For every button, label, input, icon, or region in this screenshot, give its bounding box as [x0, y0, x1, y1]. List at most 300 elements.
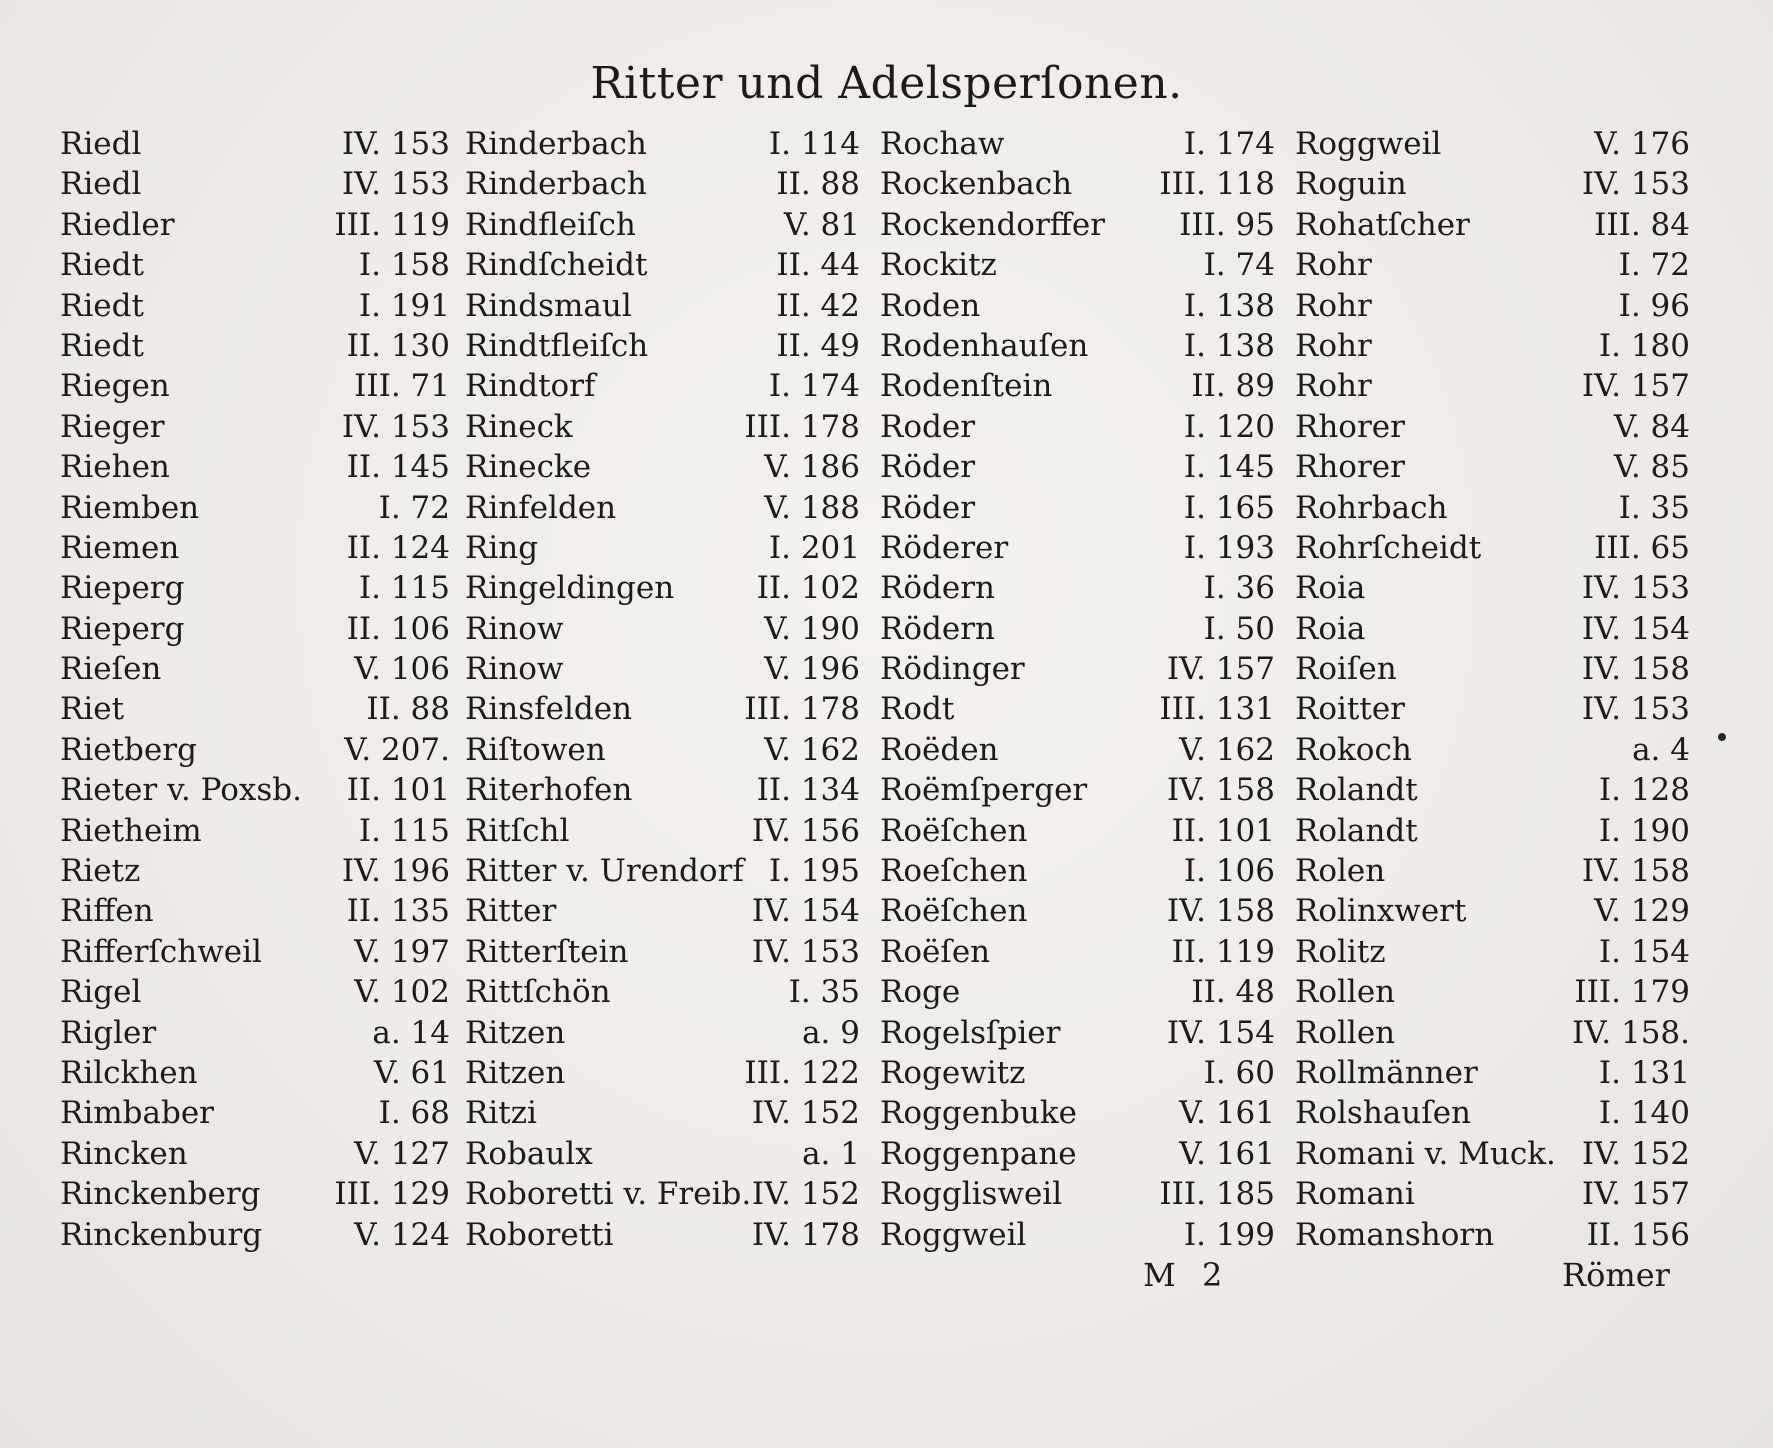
- register-column-1: [60, 124, 450, 1255]
- entry-reference: III. 71: [354, 368, 450, 405]
- entry-reference: IV. 178: [751, 1216, 860, 1253]
- register-entry: [1295, 1174, 1690, 1214]
- entry-reference: III. 119: [334, 206, 450, 243]
- entry-reference: III. 65: [1594, 529, 1690, 566]
- register-entry: [1295, 205, 1690, 245]
- entry-name: Rindſcheidt: [465, 247, 648, 284]
- entry-reference: V. 129: [1594, 893, 1690, 930]
- entry-reference: I. 115: [358, 812, 450, 849]
- entry-reference: V. 188: [764, 489, 860, 526]
- register-entry: [1295, 770, 1690, 810]
- register-entry: [60, 205, 450, 245]
- register-entry: [1295, 891, 1690, 931]
- entry-reference: V. 186: [764, 449, 860, 486]
- register-entry: [60, 851, 450, 891]
- register-entry: [60, 1053, 450, 1093]
- entry-name: Riffen: [60, 893, 154, 930]
- register-entry: [60, 447, 450, 487]
- entry-reference: IV. 157: [1581, 368, 1690, 405]
- entry-reference: II. 130: [346, 327, 450, 364]
- register-entry: [1295, 488, 1690, 528]
- entry-name: Ritſchl: [465, 812, 570, 849]
- register-entry: [465, 1053, 860, 1093]
- entry-reference: I. 190: [1598, 812, 1690, 849]
- register-entry: [60, 770, 450, 810]
- entry-name: Roden: [880, 287, 981, 324]
- entry-reference: I. 195: [768, 853, 860, 890]
- register-entry: [60, 932, 450, 972]
- entry-reference: IV. 158: [1166, 893, 1275, 930]
- register-entry: [1295, 366, 1690, 406]
- register-entry: [1295, 286, 1690, 326]
- entry-name: Rolen: [1295, 853, 1386, 890]
- entry-name: Riemen: [60, 529, 180, 566]
- entry-name: Riet: [60, 691, 125, 728]
- entry-reference: V. 81: [783, 206, 860, 243]
- entry-reference: V. 127: [354, 1135, 450, 1172]
- entry-name: Rolitz: [1295, 933, 1386, 970]
- entry-reference: V. 106: [354, 651, 450, 688]
- entry-name: Rindsmaul: [465, 287, 632, 324]
- register-entry: [465, 205, 860, 245]
- register-entry: [880, 366, 1275, 406]
- entry-name: Rochaw: [880, 126, 1005, 162]
- entry-reference: IV. 157: [1581, 1176, 1690, 1213]
- page-title: Ritter und Adelsperſonen.: [590, 58, 1183, 109]
- entry-reference: IV. 152: [751, 1176, 860, 1213]
- register-entry: [465, 447, 860, 487]
- entry-name: Rodenhauſen: [880, 327, 1089, 364]
- register-entry: [880, 1134, 1275, 1174]
- entry-name: Rigler: [60, 1014, 157, 1051]
- register-entry: [880, 124, 1275, 164]
- entry-name: Rokoch: [1295, 731, 1412, 768]
- entry-name: Riehen: [60, 449, 170, 486]
- entry-name: Rieperg: [60, 570, 185, 607]
- entry-reference: IV. 158.: [1572, 1014, 1690, 1051]
- register-entry: [880, 1215, 1275, 1255]
- catchword: Römer: [1562, 1256, 1670, 1294]
- register-entry: [880, 205, 1275, 245]
- entry-reference: IV. 153: [341, 126, 450, 162]
- register-entry: [465, 972, 860, 1012]
- entry-name: Rieger: [60, 408, 165, 445]
- entry-reference: I. 131: [1598, 1054, 1690, 1091]
- entry-name: Roëſen: [880, 933, 991, 970]
- entry-reference: I. 74: [1203, 247, 1275, 284]
- register-entry: [880, 528, 1275, 568]
- register-entry: [1295, 407, 1690, 447]
- entry-name: Roëmſperger: [880, 772, 1088, 809]
- entry-name: Rogelsſpier: [880, 1014, 1061, 1051]
- register-entry: [880, 407, 1275, 447]
- entry-reference: II. 101: [346, 772, 450, 809]
- entry-name: Rinckenberg: [60, 1176, 261, 1213]
- register-entry: [465, 245, 860, 285]
- entry-reference: V. 85: [1613, 449, 1690, 486]
- entry-reference: V. 84: [1613, 408, 1690, 445]
- register-entry: [465, 1093, 860, 1133]
- entry-name: Roboretti: [465, 1216, 614, 1253]
- entry-name: Roëſchen: [880, 812, 1028, 849]
- register-entry: [60, 286, 450, 326]
- entry-reference: II. 145: [346, 449, 450, 486]
- entry-name: Roggenpane: [880, 1135, 1077, 1172]
- register-entry: [880, 1174, 1275, 1214]
- entry-name: Riſtowen: [465, 731, 606, 768]
- entry-reference: IV. 154: [1166, 1014, 1275, 1051]
- register-entry: [60, 1013, 450, 1053]
- entry-name: Rhorer: [1295, 408, 1405, 445]
- register-entry: [60, 1215, 450, 1255]
- ink-spot: [1718, 733, 1726, 741]
- entry-name: Roggweil: [1295, 126, 1442, 162]
- entry-name: Robaulx: [465, 1135, 593, 1172]
- entry-reference: I. 138: [1183, 327, 1275, 364]
- register-entry: [1295, 649, 1690, 689]
- entry-reference: III. 118: [1159, 166, 1275, 203]
- entry-reference: IV. 153: [341, 408, 450, 445]
- entry-name: Roggweil: [880, 1216, 1027, 1253]
- register-entry: [60, 407, 450, 447]
- entry-reference: III. 178: [744, 408, 860, 445]
- register-entry: [1295, 1013, 1690, 1053]
- entry-reference: II. 134: [756, 772, 860, 809]
- register-entry: [1295, 972, 1690, 1012]
- entry-name: Roia: [1295, 570, 1366, 607]
- register-entry: [880, 770, 1275, 810]
- entry-name: Röderer: [880, 529, 1009, 566]
- entry-reference: V. 162: [1179, 731, 1275, 768]
- register-entry: [1295, 689, 1690, 729]
- register-entry: [60, 366, 450, 406]
- entry-reference: IV. 158: [1581, 853, 1690, 890]
- entry-reference: I. 35: [788, 974, 860, 1011]
- entry-name: Rietberg: [60, 731, 197, 768]
- register-entry: [880, 488, 1275, 528]
- entry-reference: I. 154: [1598, 933, 1690, 970]
- entry-name: Rinfelden: [465, 489, 617, 526]
- entry-name: Rodt: [880, 691, 955, 728]
- entry-name: Rödern: [880, 610, 995, 647]
- register-entry: [60, 326, 450, 366]
- register-entry: [465, 932, 860, 972]
- entry-name: Romani v. Muck.: [1295, 1135, 1556, 1172]
- entry-name: Rieperg: [60, 610, 185, 647]
- entry-name: Riedler: [60, 206, 175, 243]
- entry-reference: I. 115: [358, 570, 450, 607]
- entry-reference: V. 190: [764, 610, 860, 647]
- entry-name: Rigel: [60, 974, 142, 1011]
- entry-reference: IV. 153: [1581, 691, 1690, 728]
- register-entry: [1295, 730, 1690, 770]
- entry-name: Riedt: [60, 327, 144, 364]
- register-entry: [465, 891, 860, 931]
- register-entry: [880, 447, 1275, 487]
- entry-name: Rohr: [1295, 368, 1372, 405]
- entry-reference: III. 178: [744, 691, 860, 728]
- entry-reference: I. 128: [1598, 772, 1690, 809]
- register-entry: [465, 528, 860, 568]
- entry-name: Rieter v. Poxsb.: [60, 772, 302, 809]
- entry-name: Rietheim: [60, 812, 202, 849]
- entry-reference: a. 9: [802, 1014, 860, 1051]
- register-entry: [60, 1174, 450, 1214]
- register-entry: [880, 891, 1275, 931]
- entry-reference: II. 49: [776, 327, 860, 364]
- register-entry: [60, 649, 450, 689]
- entry-name: Rincken: [60, 1135, 188, 1172]
- entry-name: Roder: [880, 408, 976, 445]
- register-entry: [880, 811, 1275, 851]
- entry-reference: I. 140: [1598, 1095, 1690, 1132]
- register-entry: [1295, 1134, 1690, 1174]
- entry-name: Ritzi: [465, 1095, 537, 1132]
- register-entry: [1295, 609, 1690, 649]
- register-entry: [880, 245, 1275, 285]
- entry-reference: II. 102: [756, 570, 860, 607]
- entry-name: Roboretti v. Freib.: [465, 1176, 752, 1213]
- entry-reference: V. 161: [1179, 1135, 1275, 1172]
- entry-name: Rohr: [1295, 287, 1372, 324]
- entry-reference: V. 161: [1179, 1095, 1275, 1132]
- entry-reference: I. 138: [1183, 287, 1275, 324]
- register-entry: [465, 1215, 860, 1255]
- entry-reference: III. 84: [1594, 206, 1690, 243]
- entry-name: Roitter: [1295, 691, 1405, 728]
- register-entry: [465, 366, 860, 406]
- register-entry: [465, 811, 860, 851]
- register-entry: [60, 1093, 450, 1133]
- entry-reference: II. 42: [776, 287, 860, 324]
- register-entry: [60, 488, 450, 528]
- entry-name: Ritter: [465, 893, 557, 930]
- register-entry: [60, 730, 450, 770]
- entry-name: Rollen: [1295, 1014, 1396, 1051]
- entry-name: Rinow: [465, 651, 564, 688]
- register-entry: [465, 609, 860, 649]
- entry-reference: V. 207.: [344, 731, 450, 768]
- entry-name: Riedt: [60, 287, 144, 324]
- entry-name: Romanshorn: [1295, 1216, 1495, 1253]
- register-entry: [465, 488, 860, 528]
- entry-reference: II. 88: [366, 691, 450, 728]
- entry-reference: I. 60: [1203, 1054, 1275, 1091]
- register-entry: [60, 1134, 450, 1174]
- entry-reference: I. 193: [1183, 529, 1275, 566]
- entry-reference: I. 72: [1618, 247, 1690, 284]
- entry-name: Rietz: [60, 853, 141, 890]
- register-entry: [60, 528, 450, 568]
- entry-reference: a. 14: [372, 1014, 450, 1051]
- entry-reference: IV. 153: [751, 933, 860, 970]
- entry-reference: IV. 154: [1581, 610, 1690, 647]
- entry-name: Rinckenburg: [60, 1216, 263, 1253]
- entry-name: Rohr: [1295, 327, 1372, 364]
- entry-name: Roeſchen: [880, 853, 1028, 890]
- entry-name: Rifferſchweil: [60, 933, 262, 970]
- entry-reference: II. 119: [1171, 933, 1275, 970]
- entry-name: Rittſchön: [465, 974, 611, 1011]
- entry-reference: IV. 158: [1581, 651, 1690, 688]
- register-entry: [465, 568, 860, 608]
- entry-name: Ring: [465, 529, 539, 566]
- entry-reference: I. 96: [1618, 287, 1690, 324]
- register-entry: [60, 689, 450, 729]
- entry-name: Roia: [1295, 610, 1366, 647]
- entry-name: Rinow: [465, 610, 564, 647]
- entry-name: Rodenſtein: [880, 368, 1053, 405]
- entry-name: Rindtorf: [465, 368, 596, 405]
- entry-reference: III. 129: [334, 1176, 450, 1213]
- entry-reference: III. 95: [1179, 206, 1275, 243]
- register-entry: [465, 1134, 860, 1174]
- entry-name: Rimbaber: [60, 1095, 214, 1132]
- entry-reference: I. 158: [358, 247, 450, 284]
- entry-reference: III. 185: [1159, 1176, 1275, 1213]
- entry-reference: I. 120: [1183, 408, 1275, 445]
- entry-reference: II. 44: [776, 247, 860, 284]
- register-entry: [60, 124, 450, 164]
- entry-reference: I. 180: [1598, 327, 1690, 364]
- register-entry: [880, 1093, 1275, 1133]
- entry-name: Ritzen: [465, 1054, 566, 1091]
- entry-reference: IV. 154: [751, 893, 860, 930]
- register-entry: [60, 891, 450, 931]
- register-entry: [60, 609, 450, 649]
- entry-reference: I. 114: [768, 126, 860, 162]
- entry-name: Rindtfleiſch: [465, 327, 649, 364]
- register-entry: [465, 164, 860, 204]
- register-entry: [465, 689, 860, 729]
- entry-name: Rockenbach: [880, 166, 1073, 203]
- entry-reference: I. 165: [1183, 489, 1275, 526]
- entry-reference: I. 68: [378, 1095, 450, 1132]
- register-entry: [465, 1174, 860, 1214]
- register-entry: [880, 972, 1275, 1012]
- entry-name: Rödern: [880, 570, 995, 607]
- entry-reference: I. 145: [1183, 449, 1275, 486]
- register-entry: [880, 1053, 1275, 1093]
- entry-reference: II. 89: [1191, 368, 1275, 405]
- entry-name: Rogewitz: [880, 1054, 1026, 1091]
- entry-name: Rödinger: [880, 651, 1025, 688]
- register-entry: [1295, 932, 1690, 972]
- entry-reference: V. 162: [764, 731, 860, 768]
- entry-reference: V. 197: [354, 933, 450, 970]
- entry-name: Roiſen: [1295, 651, 1397, 688]
- register-entry: [880, 851, 1275, 891]
- entry-reference: I. 36: [1203, 570, 1275, 607]
- entry-reference: IV. 152: [751, 1095, 860, 1132]
- entry-reference: II. 106: [346, 610, 450, 647]
- register-entry: [60, 164, 450, 204]
- entry-reference: II. 124: [346, 529, 450, 566]
- register-entry: [465, 770, 860, 810]
- entry-reference: IV. 158: [1166, 772, 1275, 809]
- register-entry: [465, 326, 860, 366]
- register-entry: [1295, 528, 1690, 568]
- entry-reference: II. 88: [776, 166, 860, 203]
- entry-name: Riemben: [60, 489, 200, 526]
- entry-name: Riedl: [60, 166, 142, 203]
- entry-name: Rolshauſen: [1295, 1095, 1472, 1132]
- entry-reference: V. 61: [373, 1054, 450, 1091]
- entry-reference: IV. 152: [1581, 1135, 1690, 1172]
- entry-reference: V. 102: [354, 974, 450, 1011]
- entry-name: Ringeldingen: [465, 570, 675, 607]
- entry-name: Rinderbach: [465, 126, 647, 162]
- entry-name: Rieſen: [60, 651, 162, 688]
- entry-name: Riedt: [60, 247, 144, 284]
- entry-reference: IV. 153: [1581, 166, 1690, 203]
- register-entry: [880, 649, 1275, 689]
- register-entry: [1295, 1053, 1690, 1093]
- register-entry: [1295, 326, 1690, 366]
- register-entry: [1295, 851, 1690, 891]
- entry-name: Röder: [880, 449, 976, 486]
- register-entry: [1295, 1093, 1690, 1133]
- entry-name: Riegen: [60, 368, 170, 405]
- entry-reference: II. 135: [346, 893, 450, 930]
- entry-name: Riedl: [60, 126, 142, 162]
- entry-reference: II. 156: [1586, 1216, 1690, 1253]
- entry-reference: I. 106: [1183, 853, 1275, 890]
- register-column-2: [465, 124, 860, 1255]
- entry-name: Rolandt: [1295, 772, 1418, 809]
- entry-reference: IV. 153: [341, 166, 450, 203]
- entry-name: Ritterſtein: [465, 933, 629, 970]
- entry-name: Rindfleiſch: [465, 206, 636, 243]
- entry-reference: III. 131: [1159, 691, 1275, 728]
- register-column-3: [880, 124, 1275, 1255]
- entry-name: Rhorer: [1295, 449, 1405, 486]
- register-entry: [60, 811, 450, 851]
- register-entry: [880, 286, 1275, 326]
- entry-reference: II. 48: [1191, 974, 1275, 1011]
- register-entry: [880, 689, 1275, 729]
- entry-reference: I. 201: [768, 529, 860, 566]
- register-entry: [60, 972, 450, 1012]
- entry-name: Rolandt: [1295, 812, 1418, 849]
- entry-reference: IV. 153: [1581, 570, 1690, 607]
- register-column-4: [1295, 124, 1690, 1255]
- register-entry: [1295, 164, 1690, 204]
- entry-reference: a. 1: [802, 1135, 860, 1172]
- entry-name: Rinsfelden: [465, 691, 633, 728]
- entry-name: Röder: [880, 489, 976, 526]
- entry-name: Rollen: [1295, 974, 1396, 1011]
- entry-name: Rohrſcheidt: [1295, 529, 1482, 566]
- entry-reference: V. 124: [354, 1216, 450, 1253]
- entry-name: Roëden: [880, 731, 999, 768]
- entry-name: Rineck: [465, 408, 573, 445]
- register-entry: [465, 124, 860, 164]
- entry-reference: a. 4: [1632, 731, 1690, 768]
- entry-name: Roguin: [1295, 166, 1407, 203]
- entry-reference: V. 196: [764, 651, 860, 688]
- register-entry: [1295, 124, 1690, 164]
- entry-reference: II. 101: [1171, 812, 1275, 849]
- entry-name: Rinecke: [465, 449, 592, 486]
- entry-name: Rohatſcher: [1295, 206, 1470, 243]
- signature-mark: M 2: [1143, 1256, 1231, 1294]
- register-entry: [880, 932, 1275, 972]
- entry-name: Rollmänner: [1295, 1054, 1478, 1091]
- register-entry: [880, 730, 1275, 770]
- entry-name: Ritzen: [465, 1014, 566, 1051]
- entry-reference: III. 179: [1574, 974, 1690, 1011]
